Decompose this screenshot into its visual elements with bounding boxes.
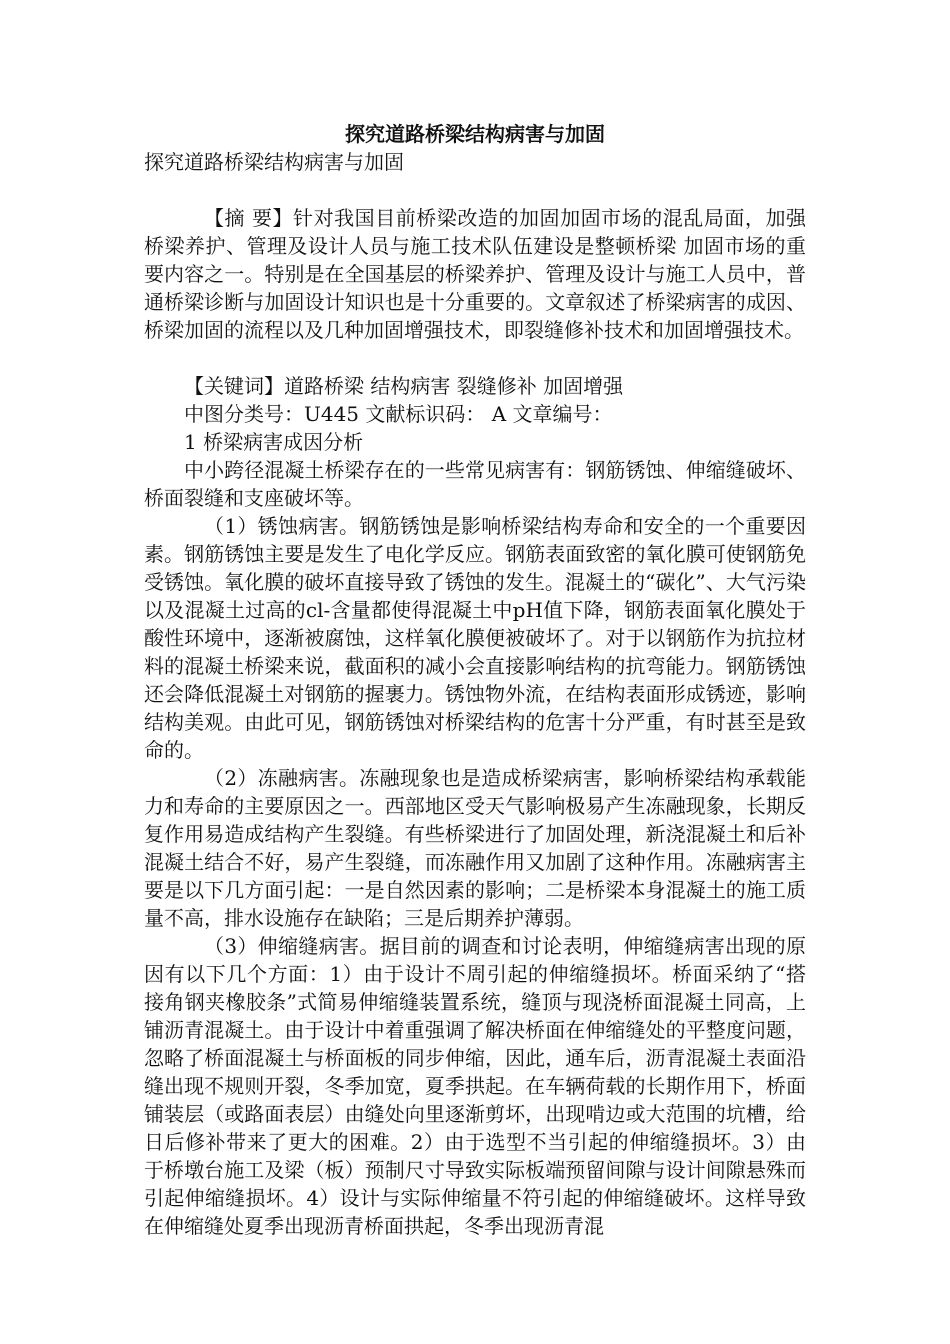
document-title: 探究道路桥梁结构病害与加固 — [345, 122, 605, 146]
document-subtitle: 探究道路桥梁结构病害与加固 — [144, 150, 404, 174]
section-heading: 1 桥梁病害成因分析 — [184, 430, 364, 454]
corrosion-paragraph: （1）锈蚀病害。钢筋锈蚀是影响桥梁结构寿命和安全的一个重要因素。钢筋锈蚀主要是发生了电化学反应。钢筋表面致密的氧化膜可使钢筋免受锈蚀。氧化膜的破坏直接导致了锈蚀的发生。混凝土的“碳化”、大气污染以及混凝土过高的cl-含量都使得混凝土中pH值下降，钢筋表面氧化膜处于酸性环境中，逐渐被腐蚀，这样氧化膜便被破坏了。对于以钢筋作为抗拉材料的混凝土桥梁来说，截面积的减小会直接影响结构的抗弯能力。钢筋锈蚀还会降低混凝土对钢筋的握裹力。锈蚀物外流，在结构表面形成锈迹，影响结构美观。由此可见，钢筋锈蚀对桥梁结构的危害十分严重，有时甚至是致命的。 — [144, 514, 806, 762]
intro-paragraph: 中小跨径混凝土桥梁存在的一些常见病害有：钢筋锈蚀、伸缩缝破坏、桥面裂缝和支座破坏等。 — [144, 458, 806, 510]
expansion-joint-paragraph: （3）伸缩缝病害。据目前的调查和讨论表明，伸缩缝病害出现的原因有以下几个方面：1）由于设计不周引起的伸缩缝损坏。桥面采纳了“搭接角钢夹橡胶条”式简易伸缩缝装置系统，缝顶与现浇桥面混凝土同高，上铺沥青混凝土。由于设计中着重强调了解决桥面在伸缩缝处的平整度问题，忽略了桥面混凝土与桥面板的同步伸缩，因此，通车后，沥青混凝土表面沿缝出现不规则开裂，冬季加宽，夏季拱起。在车辆荷载的长期作用下，桥面铺装层（或路面表层）由缝处向里逐渐剪坏，出现啃边或大范围的坑槽，给日后修补带来了更大的困难。2）由于选型不当引起的伸缩缝损坏。3）由于桥墩台施工及梁（板）预制尺寸导致实际板端预留间隙与设计间隙悬殊而引起伸缩缝损坏。4）设计与实际伸缩量不符引起的伸缩缝破坏。这样导致在伸缩缝处夏季出现沥青桥面拱起，冬季出现沥青混 — [144, 934, 806, 1238]
document-page — [144, 120, 806, 1240]
blank-line — [144, 176, 806, 204]
abstract-paragraph: 【摘 要】针对我国目前桥梁改造的加固加固市场的混乱局面，加强桥梁养护、管理及设计人员与施工技术队伍建设是整顿桥梁 加固市场的重要内容之一。特别是在全国基层的桥梁养护、管理及设计与施工人员中，普通桥梁诊断与加固设计知识也是十分重要的。文章叙述了桥梁病害的成因、桥梁加固的流程以及几种加固增强技术，即裂缝修补技术和加固增强技术。 — [144, 206, 806, 342]
freeze-thaw-paragraph: （2）冻融病害。冻融现象也是造成桥梁病害，影响桥梁结构承载能力和寿命的主要原因之一。西部地区受天气影响极易产生冻融现象，长期反复作用易造成结构产生裂缝。有些桥梁进行了加固处理，新浇混凝土和后补混凝土结合不好，易产生裂缝，而冻融作用又加剧了这种作用。冻融病害主要是以下几方面引起：一是自然因素的影响；二是桥梁本身混凝土的施工质量不高，排水设施存在缺陷；三是后期养护薄弱。 — [144, 766, 806, 930]
blank-line — [144, 344, 806, 372]
keywords-line: 【关键词】道路桥梁 结构病害 裂缝修补 加固增强 — [184, 374, 624, 398]
classification-line: 中图分类号：U445 文献标识码： A 文章编号： — [184, 402, 613, 426]
